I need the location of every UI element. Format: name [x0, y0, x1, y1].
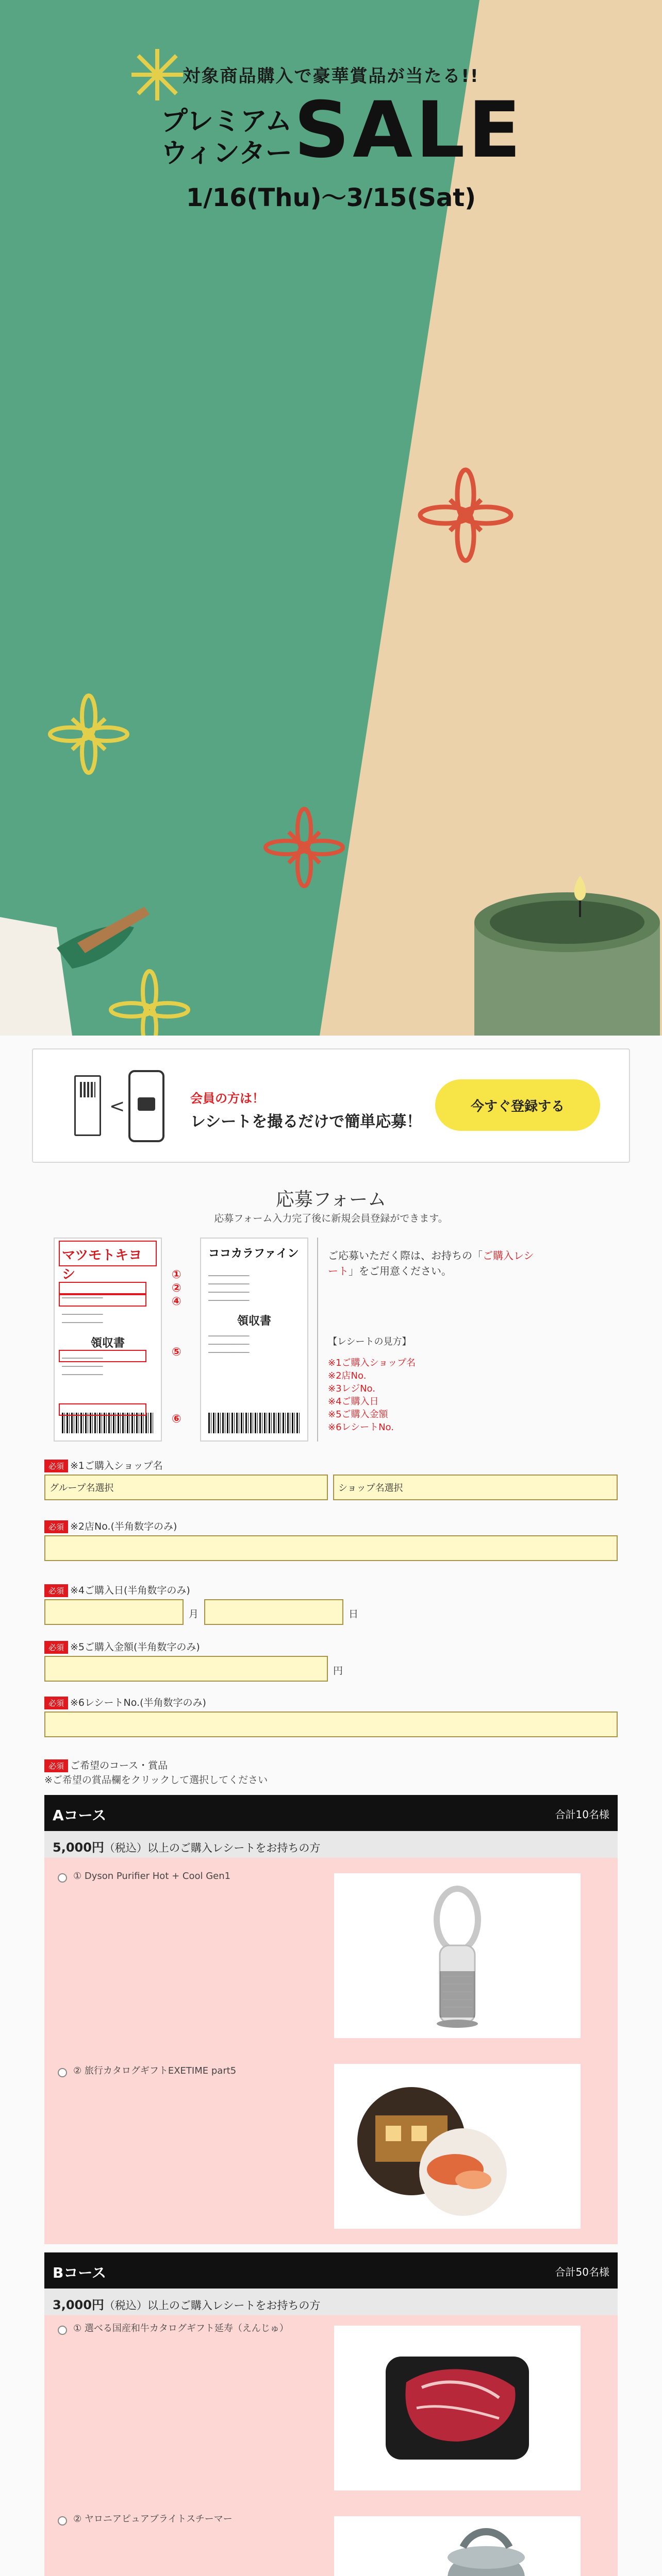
guide-note: [328, 1248, 534, 1279]
month-input[interactable]: [44, 1599, 184, 1625]
hero-title-small: [161, 106, 292, 170]
date-label-text: ※4ご購入日(半角数字のみ): [70, 1585, 190, 1596]
required-badge: 必須: [44, 1520, 68, 1533]
course-condition-text: （税込）以上のご購入レシートをお持ちの方: [104, 2299, 321, 2312]
hero-title-sale: SALE: [294, 86, 524, 175]
form-title: 応募フォーム: [275, 1189, 387, 1210]
course-label-text: ご希望のコース・賞品: [70, 1760, 168, 1771]
day-input[interactable]: [204, 1599, 343, 1625]
receipt-mark-amount: [59, 1350, 146, 1362]
air-purifier-icon[interactable]: [334, 1873, 581, 2038]
red-flower-icon: [420, 470, 511, 561]
prize-name[interactable]: ① Dyson Purifier Hot + Cool Gen1: [73, 1871, 231, 1882]
required-badge: 必須: [44, 1460, 68, 1472]
receipt-no-input[interactable]: [44, 1711, 618, 1737]
required-badge: 必須: [44, 1641, 68, 1654]
facial-steamer-icon[interactable]: [334, 2516, 581, 2576]
receipt-sample-1: マツモトキヨシ ──────────── ──────────── ──────────── ──────────── 領収書 ──────────── ──────────── ────────────: [54, 1238, 162, 1442]
arrow-left-icon: <: [109, 1096, 125, 1117]
course-name: Bコース: [53, 2264, 106, 2281]
store-no-label-text: ※2店No.(半角数字のみ): [70, 1521, 177, 1532]
receipt-legend: [328, 1335, 416, 1434]
hero-dates: 1/16(Thu)〜3/15(Sat): [186, 183, 476, 212]
course-b-header: [44, 2252, 618, 2289]
course-amount: 5,000円: [53, 1840, 104, 1855]
course-condition-text: （税込）以上のご購入レシートをお持ちの方: [104, 1842, 321, 1854]
legend-item: ※3レジNo.: [328, 1383, 375, 1394]
day-unit: 日: [349, 1608, 359, 1620]
prize-radio[interactable]: [58, 1873, 67, 1883]
barcode-icon: [62, 1413, 155, 1433]
group-select[interactable]: [44, 1475, 328, 1500]
hero-title-line2: ウィンター: [161, 138, 292, 169]
guide-divider: [317, 1238, 318, 1442]
store-no-field-label: [44, 1519, 177, 1533]
legend-item: ※1ご購入ショップ名: [328, 1358, 416, 1368]
receipt-logo-1: マツモトキヨシ: [62, 1248, 142, 1282]
course-b-prizes: [44, 2315, 618, 2576]
amount-field-label: [44, 1639, 200, 1654]
camera-icon: [138, 1097, 155, 1111]
amount-label-text: ※5ご購入金額(半角数字のみ): [70, 1641, 200, 1653]
course-amount: 3,000円: [53, 2298, 104, 2312]
amount-input[interactable]: [44, 1656, 328, 1682]
member-label: 会員の方は！: [190, 1091, 264, 1106]
prize-radio[interactable]: [58, 2068, 67, 2077]
required-badge: 必須: [44, 1584, 68, 1597]
marker-6: ⑥: [172, 1413, 181, 1426]
register-now-button[interactable]: 今すぐ登録する: [435, 1079, 600, 1131]
legend-item: ※5ご購入金額: [328, 1409, 388, 1420]
receipt-title-1: 領収書: [90, 1337, 125, 1350]
hero-title-line1: プレミアム: [161, 106, 292, 137]
required-badge: 必須: [44, 1759, 68, 1772]
prize-radio[interactable]: [58, 2516, 67, 2526]
wagyu-beef-icon[interactable]: [334, 2326, 581, 2490]
receipt-no-label-text: ※6レシートNo.(半角数字のみ): [70, 1697, 206, 1708]
prize-name[interactable]: ① 選べる国産和牛カタログギフト延寿（えんじゅ）: [73, 2323, 289, 2334]
marker-4: ④: [172, 1295, 181, 1308]
course-name: Aコース: [53, 1807, 107, 1824]
shop-field-label: [44, 1458, 163, 1472]
register-text: レシートを撮るだけで簡単応募！: [190, 1113, 422, 1131]
required-badge: 必須: [44, 1697, 68, 1709]
legend-item: ※4ご購入日: [328, 1396, 379, 1407]
course-a-header: [44, 1795, 618, 1831]
receipt-logo-2: ココカラファイン: [208, 1247, 299, 1260]
receipt-sample-2: ココカラファイン ──────────── ──────────── ──────────── ──────────── 領収書 ──────────── ──────────── ────────────: [200, 1238, 308, 1442]
guide-note-text-end: 」をご用意ください。: [349, 1265, 452, 1277]
receipt-guide: [45, 1238, 617, 1444]
guide-note-highlight: ご購入レシート: [328, 1249, 534, 1277]
receipt-no-field-label: [44, 1695, 206, 1709]
amount-unit: 円: [333, 1665, 343, 1676]
marker-2: ②: [172, 1282, 181, 1295]
prize-name[interactable]: ② ヤロニアピュアブライトスチーマー: [73, 2514, 233, 2524]
register-banner: [32, 1048, 630, 1163]
receipt-icon: [74, 1075, 101, 1136]
shop-select-placeholder: ショップ名選択: [338, 1483, 403, 1494]
course-field-label: [44, 1758, 168, 1772]
barcode-icon: [208, 1413, 301, 1433]
hero-banner: [0, 0, 662, 1036]
marker-1: ①: [172, 1268, 181, 1281]
guide-note-text: ご応募いただく際は、お持ちの「: [328, 1249, 483, 1262]
course-a-prizes: [44, 1858, 618, 2244]
course-count: 合計10名様: [555, 1808, 609, 1821]
course-a-condition: [44, 1831, 618, 1858]
month-unit: 月: [189, 1608, 199, 1620]
travel-catalog-icon[interactable]: [334, 2064, 581, 2229]
course-count: 合計50名様: [555, 2266, 609, 2278]
receipt-mark-shop: [59, 1241, 157, 1266]
legend-item: ※2店No.: [328, 1370, 367, 1381]
store-no-input[interactable]: [44, 1535, 618, 1561]
shop-label-text: ※1ご購入ショップ名: [70, 1460, 163, 1471]
candle-icon: [474, 876, 660, 1036]
hero-headline: 対象商品購入で豪華賞品が当たる!!: [183, 66, 479, 87]
form-subtitle: 応募フォーム入力完了後に新規会員登録ができます。: [214, 1213, 448, 1224]
date-field-label: [44, 1583, 190, 1597]
group-select-placeholder: グループ名選択: [49, 1483, 114, 1494]
shop-select[interactable]: [333, 1475, 618, 1500]
course-note: ※ご希望の賞品欄をクリックして選択してください: [44, 1774, 268, 1786]
course-b-condition: [44, 2289, 618, 2315]
legend-item: ※6レシートNo.: [328, 1422, 394, 1433]
legend-title: 【レシートの見方】: [328, 1336, 411, 1347]
receipt-mark-store: [59, 1282, 146, 1294]
marker-5: ⑤: [172, 1346, 181, 1359]
prize-radio[interactable]: [58, 2326, 67, 2335]
receipt-title-2: 領収書: [237, 1315, 271, 1328]
receipt-mark-date: [59, 1294, 146, 1307]
prize-name[interactable]: ② 旅行カタログギフトEXETIME part5: [73, 2065, 237, 2076]
receipt-mark-no: [59, 1403, 146, 1416]
